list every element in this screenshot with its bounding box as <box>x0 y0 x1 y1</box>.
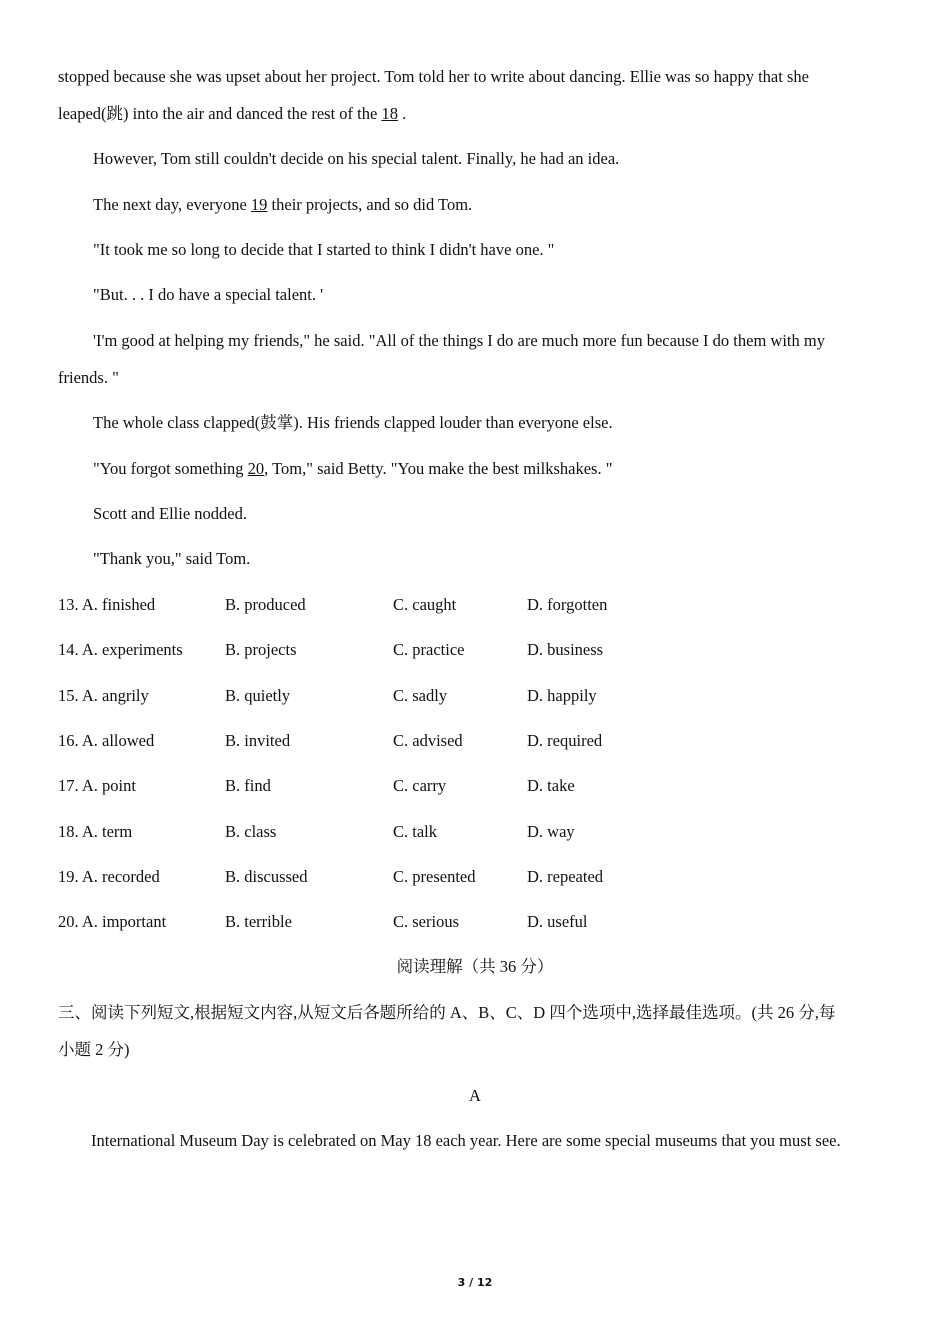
passage-line: The whole class clapped(鼓掌). His friends clapped louder than everyone else. <box>93 413 613 432</box>
passage-line: "Thank you," said Tom. <box>93 549 251 568</box>
option-a: 18. A. term <box>58 822 133 841</box>
option-b: B. find <box>225 776 271 795</box>
option-c: C. presented <box>393 867 476 886</box>
option-a: 19. A. recorded <box>58 867 160 886</box>
option-d: D. take <box>527 776 575 795</box>
option-c: C. carry <box>393 776 447 795</box>
passage-intro: International Museum Day is celebrated on May 18 each year. Here are some special museums that you must see. <box>91 1131 841 1150</box>
option-a: 15. A. angrily <box>58 686 149 705</box>
section-instructions: 小题 2 分) <box>58 1040 130 1059</box>
text: , Tom," said Betty. "You make the best milkshakes. " <box>264 459 613 478</box>
passage-line: stopped because she was upset about her project. Tom told her to write about dancing. Ellie was so happy that she <box>58 67 809 86</box>
option-a: 20. A. important <box>58 912 167 931</box>
option-b: B. terrible <box>225 912 292 931</box>
option-a: 14. A. experiments <box>58 640 183 659</box>
option-d: D. useful <box>527 912 588 931</box>
text: . <box>397 104 407 123</box>
option-d: D. happily <box>527 686 597 705</box>
text: "You forgot something <box>93 459 248 478</box>
section-instructions: 三、阅读下列短文,根据短文内容,从短文后各题所给的 A、B、C、D 四个选项中,选择最佳选项。(共 26 分,每 <box>58 1003 836 1022</box>
option-a: 13. A. finished <box>58 595 156 614</box>
passage-line <box>58 104 892 124</box>
passage-line <box>93 195 892 215</box>
option-a: 17. A. point <box>58 776 136 795</box>
blank-19: 19 <box>250 195 268 214</box>
option-b: B. quietly <box>225 686 291 705</box>
option-b: B. invited <box>225 731 291 750</box>
option-b: B. projects <box>225 640 297 659</box>
section-heading: 阅读理解（共 36 分） <box>396 957 554 976</box>
option-c: C. advised <box>393 731 463 750</box>
option-a: 16. A. allowed <box>58 731 155 750</box>
option-c: C. sadly <box>393 686 448 705</box>
passage-line: 'I'm good at helping my friends," he said. "All of the things I do are much more fun because I do them with my <box>93 331 825 350</box>
passage-line: "It took me so long to decide that I started to think I didn't have one. " <box>93 240 555 259</box>
option-d: D. repeated <box>527 867 604 886</box>
blank-18: 18 <box>381 104 398 123</box>
option-d: D. business <box>527 640 604 659</box>
option-d: D. forgotten <box>527 595 608 614</box>
passage-line: Scott and Ellie nodded. <box>93 504 247 523</box>
option-c: C. caught <box>393 595 457 614</box>
option-c: C. talk <box>393 822 437 841</box>
part-label: A <box>469 1086 481 1105</box>
passage-line: However, Tom still couldn't decide on his special talent. Finally, he had an idea. <box>93 149 620 168</box>
text: leaped(跳) into the air and danced the rest of the <box>58 104 382 123</box>
option-d: D. required <box>527 731 603 750</box>
option-c: C. practice <box>393 640 465 659</box>
blank-20: 20 <box>247 459 265 478</box>
passage-line <box>93 459 892 479</box>
option-b: B. produced <box>225 595 306 614</box>
option-b: B. class <box>225 822 277 841</box>
option-c: C. serious <box>393 912 459 931</box>
option-b: B. discussed <box>225 867 308 886</box>
text: The next day, everyone <box>93 195 251 214</box>
passage-line: friends. " <box>58 368 119 387</box>
passage-line: "But. . . I do have a special talent. ' <box>93 285 324 304</box>
page-number: 3 / 12 <box>457 1276 493 1289</box>
option-d: D. way <box>527 822 575 841</box>
text: their projects, and so did Tom. <box>267 195 473 214</box>
